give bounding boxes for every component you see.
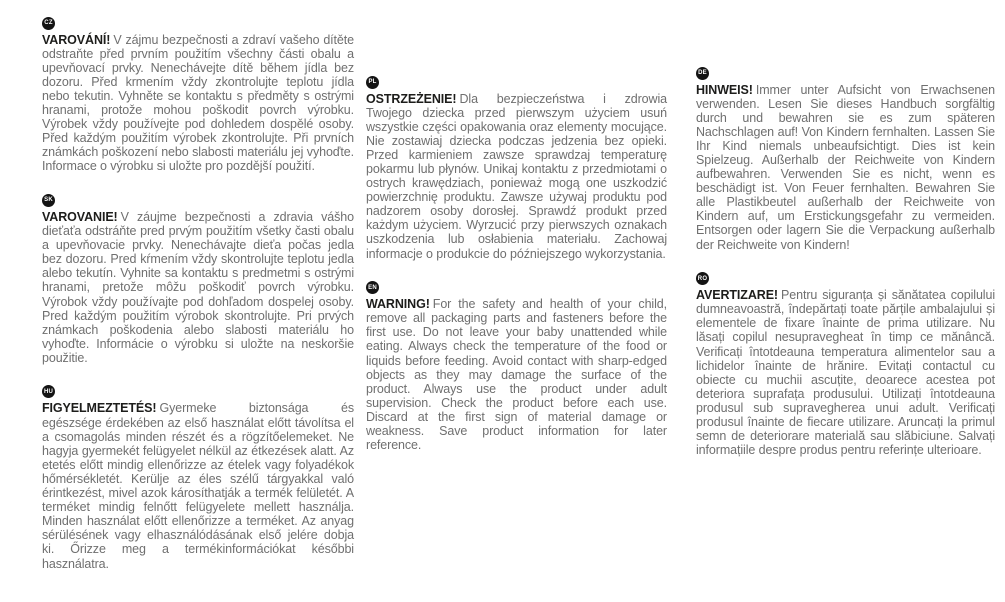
- language-badge-de: DE: [696, 67, 709, 80]
- warning-heading-hu: FIGYELMEZTETÉS!: [42, 401, 157, 416]
- warning-section-hu: [42, 380, 354, 571]
- warning-heading-en: WARNING!: [366, 297, 430, 312]
- language-badge-cz: CZ: [42, 17, 55, 30]
- warning-section-de: [696, 61, 995, 252]
- warning-section-en: [366, 276, 667, 453]
- warning-body-sk: V záujme bezpečnosti a zdravia vášho dieťaťa odstráňte pred prvým použitím všetky časti obalu a upevňovacie prvky. Nenechávajte dieťa počas jedla bez dozoru. Pred kŕmením vždy skontrolujte teplotu jedla alebo tekutín. Vyhnite sa kontaktu s predmetmi s ostrými hranami, pretože môžu poškodiť povrch výrobku. Výrobok vždy používajte pod dohľadom dospelej osoby. Pred každým použitím výrobok skontrolujte. Pri prvých známkach poškodenia alebo slabosti materiálu ho vyhoďte. Informácie o výrobku si uložte na neskoršie použitie.: [42, 209, 354, 365]
- language-badge-pl: PL: [366, 76, 379, 89]
- language-badge-ro: RO: [696, 272, 709, 285]
- warning-text-hu: [42, 401, 354, 570]
- warning-text-de: [696, 83, 995, 252]
- warning-section-pl: [366, 70, 667, 261]
- warning-body-ro: Pentru siguranța și sănătatea copilului dumneavoastră, îndepărtați toate părțile ambalajului și elementele de fixare înainte de prima utilizare. Nu lăsați copilul nesupravegheat în timp ce mănâncă. Verificați întotdeauna temperatura alimentelor sau a lichidelor înainte de hrănire. Evitați contactul cu obiecte cu muchii ascuțite, deoarece acestea pot deteriora suprafața produsului. Utilizați întotdeauna produsul sub supravegherea unui adult. Verificați produsul înainte de fiecare utilizare. Aruncați la primul semn de deteriorare materială sau slăbiciune. Salvați informațiile despre produs pentru referințe ulterioare.: [696, 288, 995, 458]
- warning-text-ro: [696, 288, 995, 457]
- warning-section-cz: [42, 11, 354, 173]
- warning-body-de: Immer unter Aufsicht von Erwachsenen verwenden. Lesen Sie dieses Handbuch sorgfältig durch und bewahren sie es zum späteren Nachschlagen auf! Von Kindern fernhalten. Lassen Sie Ihr Kind niemals unbeaufsichtigt. Dies ist kein Spielzeug. Außerhalb der Reichweite von Kindern aufbewahren. Verwenden Sie es nicht, wenn es beschädigt ist. Von Feuer fernhalten. Bewahren Sie alle Plastikbeutel außerhalb der Reichweite von Kindern auf, um Erstickungsgefahr zu vermeiden. Entsorgen oder lagern Sie die Verpackung außerhalb der Reichweite von Kindern!: [696, 82, 995, 252]
- warning-heading-de: HINWEIS!: [696, 82, 753, 97]
- warning-text-en: [366, 297, 667, 452]
- language-badge-hu: HU: [42, 385, 55, 398]
- warning-body-cz: V zájmu bezpečnosti a zdraví vašeho dítěte odstraňte před prvním použitím všechny části obalu a upevňovací prvky. Nenechávejte dítě během jídla bez dozoru. Před krmením vždy zkontrolujte teplotu jídla nebo tekutin. Vyhněte se kontaktu s předměty s ostrými hranami, protože mohou poškodit povrch výrobku. Výrobek vždy používejte pod dohledem dospělé osoby. Před každým použitím výrobek zkontrolujte. Při prvních známkách poškození nebo slabosti materiálu jej vyhoďte. Informace o výrobku si uložte pro pozdější použití.: [42, 32, 354, 174]
- language-badge-en: EN: [366, 281, 379, 294]
- warning-body-pl: Dla bezpieczeństwa i zdrowia Twojego dziecka przed pierwszym użyciem usuń wszystkie części opakowania oraz elementy mocujące. Nie zostawiaj dziecka podczas jedzenia bez opieki. Przed karmieniem zawsze sprawdzaj temperaturę pokarmu lub płynów. Unikaj kontaktu z przedmiotami o ostrych krawędziach, ponieważ mogą one uszkodzić powierzchnię produktu. Zawsze używaj produktu pod nadzorem osoby dorosłej. Sprawdź produkt przed każdym użyciem. Wyrzucić przy pierwszych oznakach uszkodzenia lub osłabienia materiału. Zachowaj informacje o produkcie do późniejszego wykorzystania.: [366, 91, 667, 261]
- warning-body-hu: Gyermeke biztonsága és egészsége érdekében az első használat előtt távolítsa el a csomagolás minden részét és a rögzítőelemeket. Ne hagyja gyermekét felügyelet nélkül az étkezések alatt. Az etetés előtt mindig ellenőrizze az ételek vagy folyadékok hőmérsékletét. Kerülje az éles szélű tárgyakkal való érintkezést, mivel azok károsíthatják a termék felületét. A terméket mindig felnőtt felügyelete mellett használja. Minden használat előtt ellenőrizze a terméket. Az anyag sérülésének vagy elhasználódásának első jelére dobja ki. Őrizze meg a termékinformációkat későbbi használatra.: [42, 401, 354, 571]
- warning-heading-sk: VAROVANIE!: [42, 209, 118, 224]
- warning-heading-ro: AVERTIZARE!: [696, 288, 778, 303]
- warning-text-pl: [366, 92, 667, 261]
- language-badge-sk: SK: [42, 194, 55, 207]
- warning-section-sk: [42, 188, 354, 365]
- warning-heading-cz: VAROVÁNÍ!: [42, 32, 111, 47]
- warning-heading-pl: OSTRZEŻENIE!: [366, 91, 457, 106]
- column-left: [42, 0, 354, 586]
- warning-section-ro: [696, 267, 995, 458]
- column-middle: [366, 0, 667, 467]
- warning-body-en: For the safety and health of your child, remove all packaging parts and fasteners before the first use. Do not leave your baby unattended while eating. Always check the temperature of the food or liquids before feeding. Avoid contact with sharp-edged objects as they may damage the surface of the product. Always use the product under adult supervision. Check the product before each use. Discard at the first sign of material damage or weakness. Save product information for later reference.: [366, 297, 667, 453]
- warning-text-sk: [42, 210, 354, 365]
- column-right: [696, 0, 995, 472]
- warning-text-cz: [42, 33, 354, 174]
